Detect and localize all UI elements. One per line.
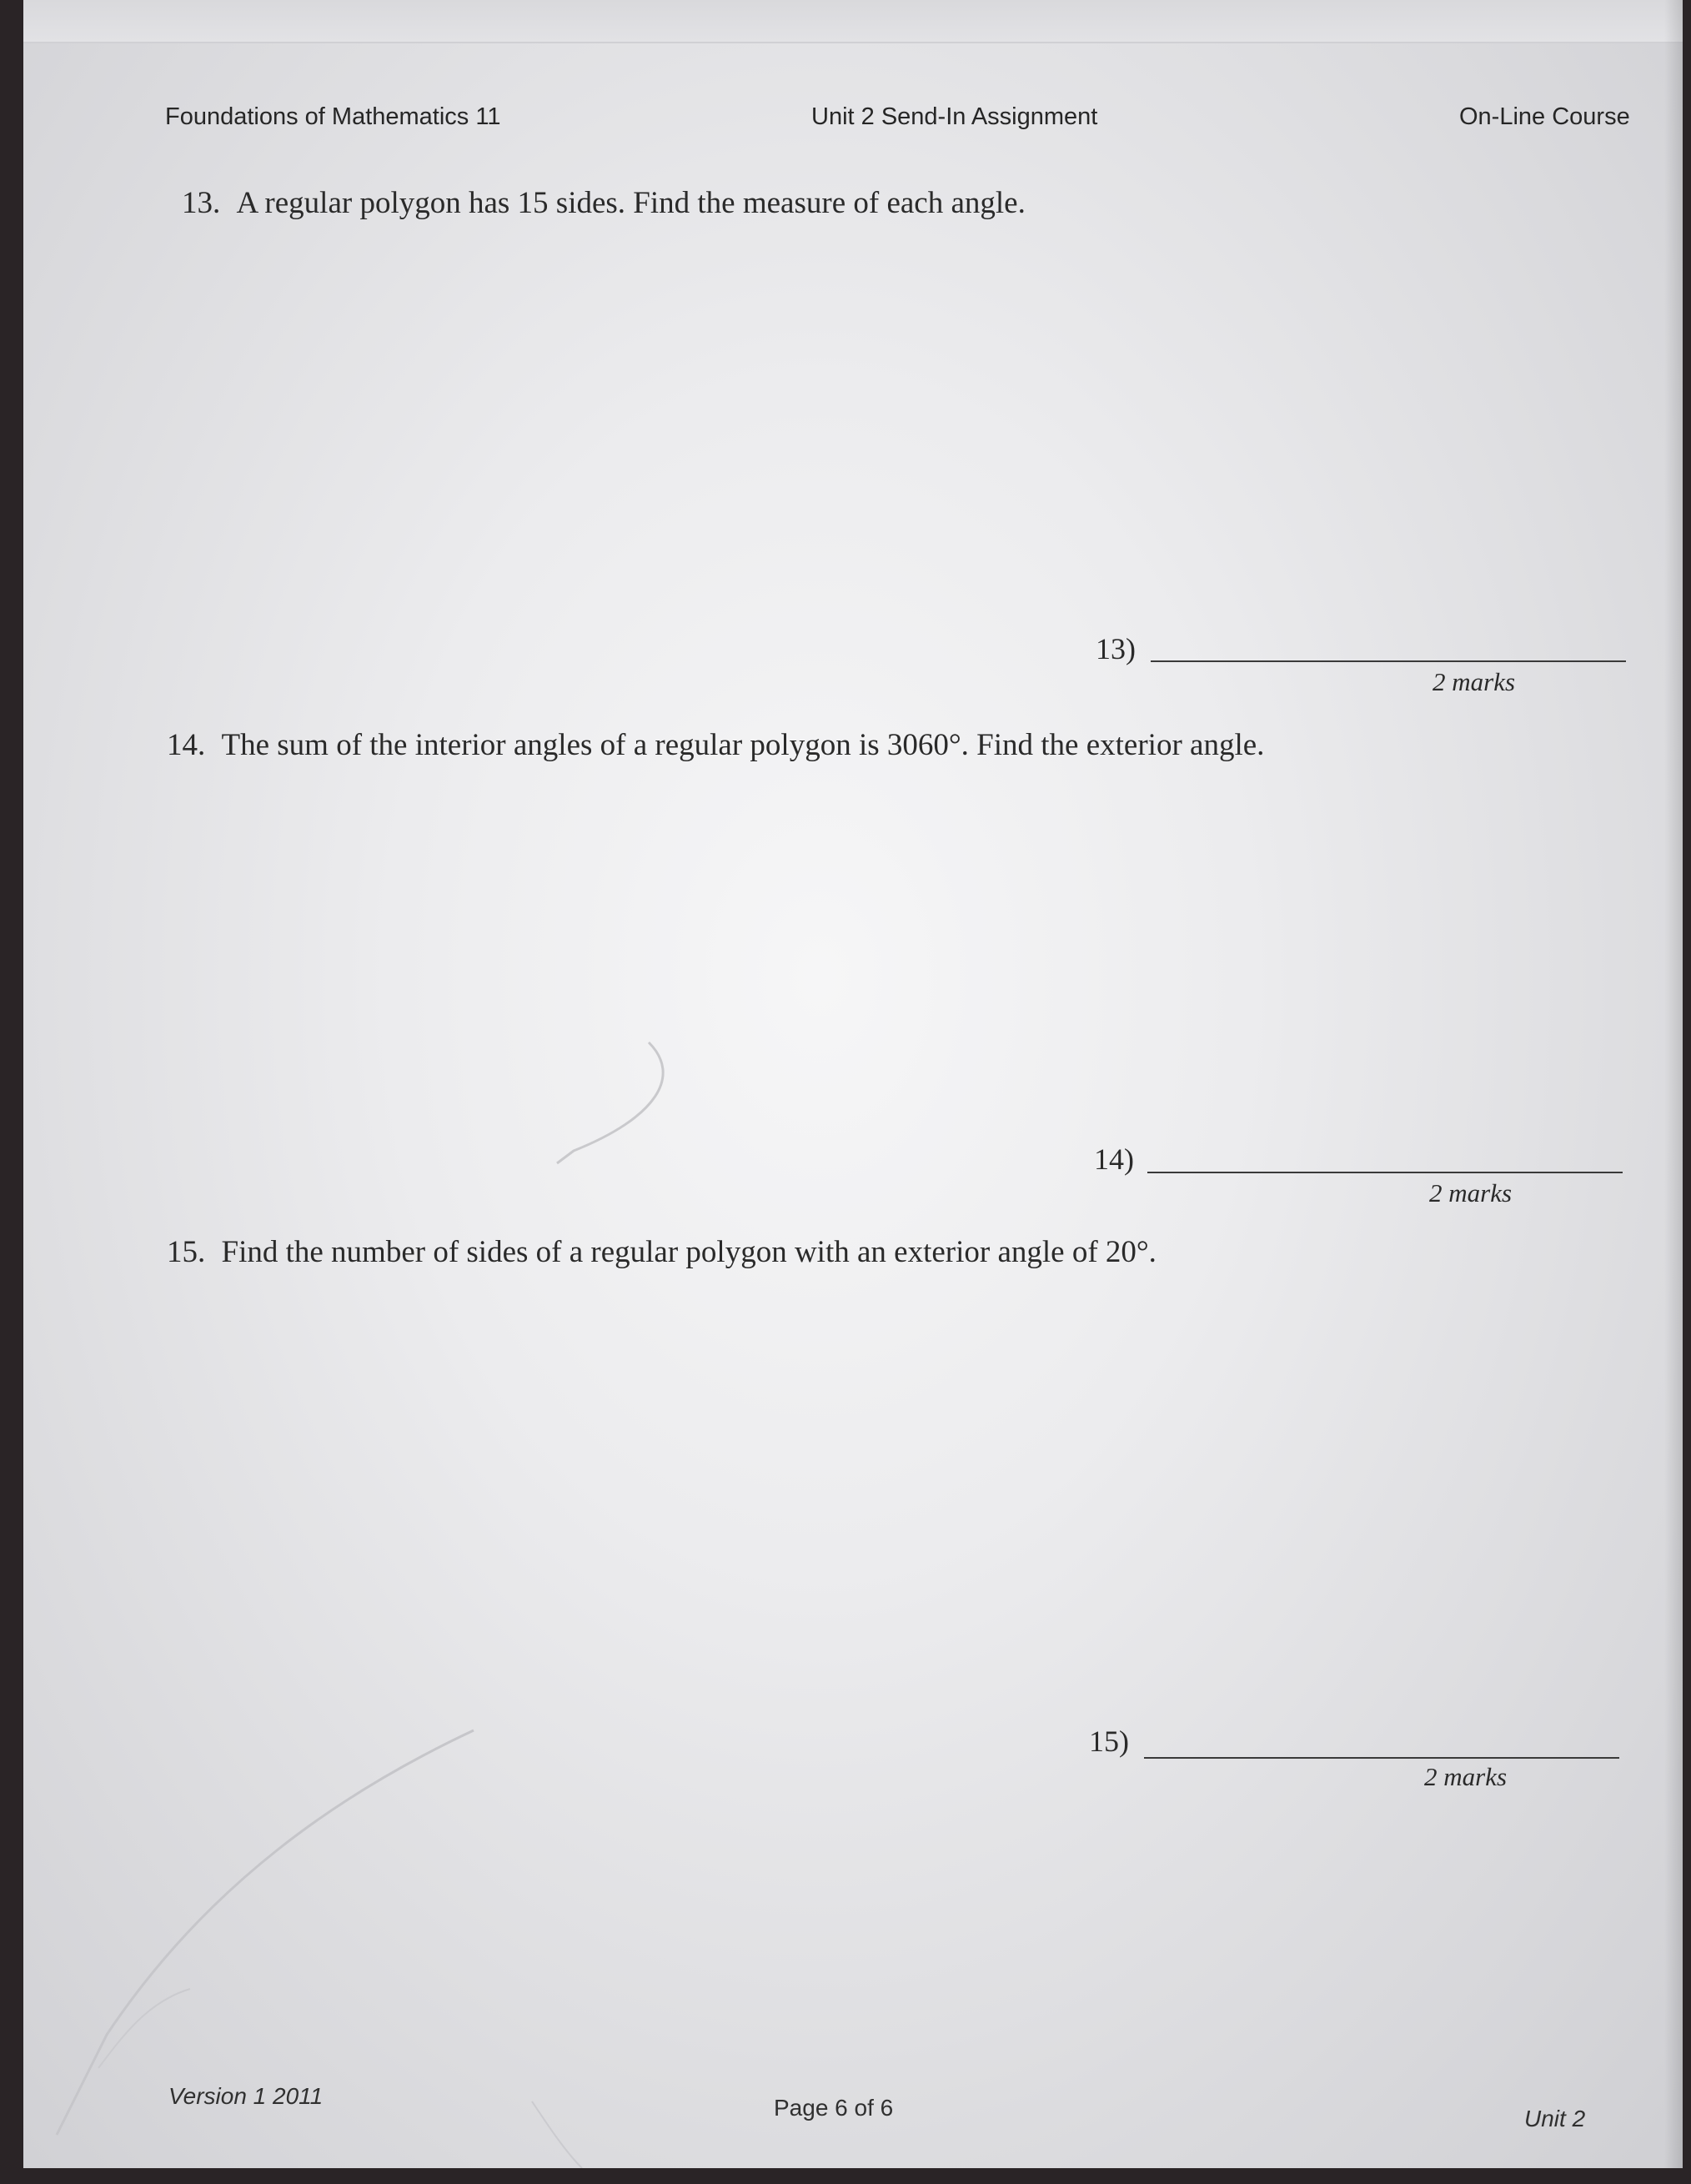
answer-label-15: 15) bbox=[1089, 1725, 1129, 1758]
page-number: Page 6 of 6 bbox=[774, 2095, 894, 2121]
question-number: 13. bbox=[182, 186, 221, 220]
question-number: 15. bbox=[167, 1235, 206, 1269]
question-13 bbox=[182, 185, 1026, 221]
marks-15: 2 marks bbox=[1424, 1762, 1508, 1791]
marks-14: 2 marks bbox=[1429, 1178, 1513, 1207]
unit-label: Unit 2 bbox=[1524, 2106, 1586, 2131]
course-title: Foundations of Mathematics 11 bbox=[165, 103, 501, 130]
answer-label-13: 13) bbox=[1096, 632, 1136, 665]
question-14 bbox=[167, 727, 1264, 763]
answer-line-15[interactable] bbox=[1144, 1757, 1619, 1759]
question-text: A regular polygon has 15 sides. Find the measure of each angle. bbox=[236, 186, 1026, 220]
version-label: Version 1 2011 bbox=[168, 2083, 324, 2109]
answer-line-14[interactable] bbox=[1147, 1172, 1623, 1173]
answer-label-14: 14) bbox=[1094, 1142, 1134, 1176]
marks-13: 2 marks bbox=[1433, 667, 1516, 696]
answer-line-13[interactable] bbox=[1151, 660, 1626, 662]
assignment-title: Unit 2 Send-In Assignment bbox=[811, 103, 1098, 130]
course-type: On-Line Course bbox=[1459, 103, 1630, 130]
question-text: Find the number of sides of a regular polygon with an exterior angle of 20°. bbox=[221, 1235, 1157, 1269]
pencil-marks bbox=[23, 0, 1683, 2168]
question-15 bbox=[167, 1234, 1157, 1270]
question-number: 14. bbox=[167, 728, 206, 762]
document-page bbox=[23, 0, 1683, 2168]
question-text: The sum of the interior angles of a regular polygon is 3060°. Find the exterior angle. bbox=[221, 728, 1265, 762]
